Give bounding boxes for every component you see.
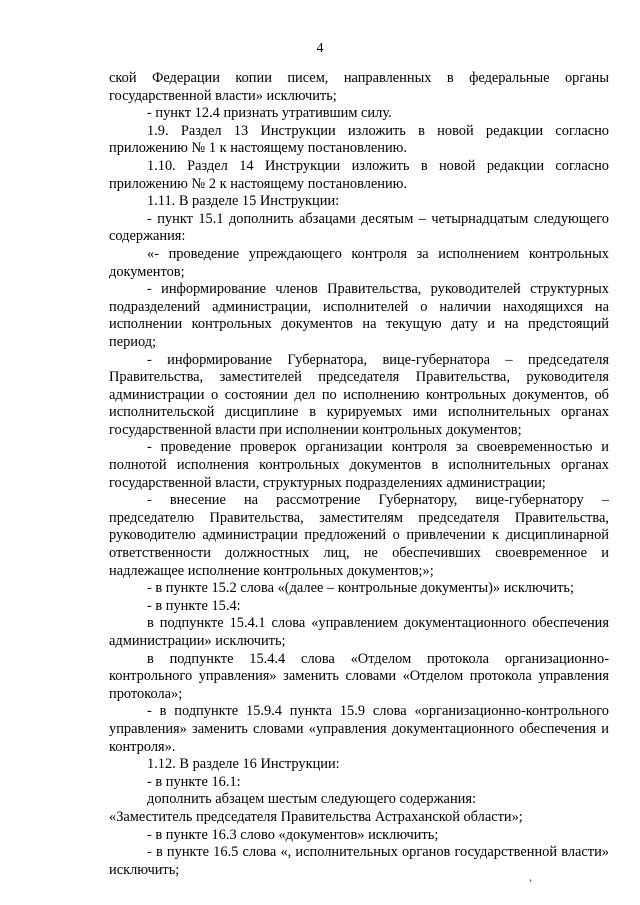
paragraph-17: 1.12. В разделе 16 Инструкции:: [147, 756, 340, 773]
paragraph-10: - проведение проверок организации контроля за своевременностью и полнотой исполнения контрольных документов в исполнительных органах государственной власти, структурных подразделениях администрации;: [109, 439, 609, 491]
paragraph-21: - в пункте 16.3 слово «документов» исключить;: [147, 826, 439, 843]
document-body: [109, 70, 609, 879]
paragraph-15: в подпункте 15.4.4 слова «Отделом протокола организационно-контрольного управления» заменить словами «Отделом протокола управления протокола»;: [109, 650, 609, 702]
paragraph-5: 1.11. В разделе 15 Инструкции:: [147, 193, 340, 210]
paragraph-20: «Заместитель председателя Правительства Астраханской области»;: [109, 808, 523, 825]
paragraph-22: - в пункте 16.5 слова «, исполнительных органов государственной власти» исключить;: [109, 844, 609, 878]
paragraph-12: - в пункте 15.2 слова «(далее – контрольные документы)» исключить;: [147, 580, 574, 597]
paragraph-13: - в пункте 15.4:: [147, 597, 241, 614]
page-number: 4: [316, 41, 324, 56]
stray-pen-mark: ‚: [524, 869, 534, 885]
paragraph-3: 1.9. Раздел 13 Инструкции изложить в новой редакции согласно приложению № 1 к настоящему постановлению.: [109, 122, 609, 157]
paragraph-14: в подпункте 15.4.1 слова «управлением документационного обеспечения администрации» исключить;: [109, 615, 609, 649]
paragraph-8: - информирование членов Правительства, руководителей структурных подразделений администрации, исполнителей о наличии находящихся на исполнении контрольных документов на текущую дату и на предстоящий период;: [109, 281, 609, 350]
paragraph-11: - внесение на рассмотрение Губернатору, вице-губернатору – председателю Правительства, заместителям председателя Правительства, руководителю администрации предложений о привлечении к дисциплинарной ответственности должностных лиц, не обеспечивших своевременное и надлежащее исполнение контрольных документов;»;: [109, 492, 609, 579]
paragraph-19: дополнить абзацем шестым следующего содержания:: [147, 791, 476, 808]
paragraph-18: - в пункте 16.1:: [147, 773, 241, 790]
paragraph-4: 1.10. Раздел 14 Инструкции изложить в новой редакции согласно приложению № 2 к настоящему постановлению.: [109, 157, 609, 192]
paragraph-1: ской Федерации копии писем, направленных в федеральные органы государственной власти» исключить;: [109, 70, 609, 104]
paragraph-9: - информирование Губернатора, вице-губернатора – председателя Правительства, заместителей председателя Правительства, руководителя администрации о состоянии дел по исполнению контрольных документов, об исполнительской дисциплине в курируемых ими исполнительных органах государственной власти при исполнении контрольных документов;: [109, 351, 609, 438]
paragraph-16: - в подпункте 15.9.4 пункта 15.9 слова «организационно-контрольного управления» заменить словами «управления документационного обеспечения и контроля».: [109, 703, 609, 755]
paragraph-6: - пункт 15.1 дополнить абзацами десятым – четырнадцатым следующего содержания:: [109, 210, 609, 245]
paragraph-7: «- проведение упреждающего контроля за исполнением контрольных документов;: [109, 245, 609, 280]
paragraph-2: - пункт 12.4 признать утратившим силу.: [147, 105, 392, 122]
